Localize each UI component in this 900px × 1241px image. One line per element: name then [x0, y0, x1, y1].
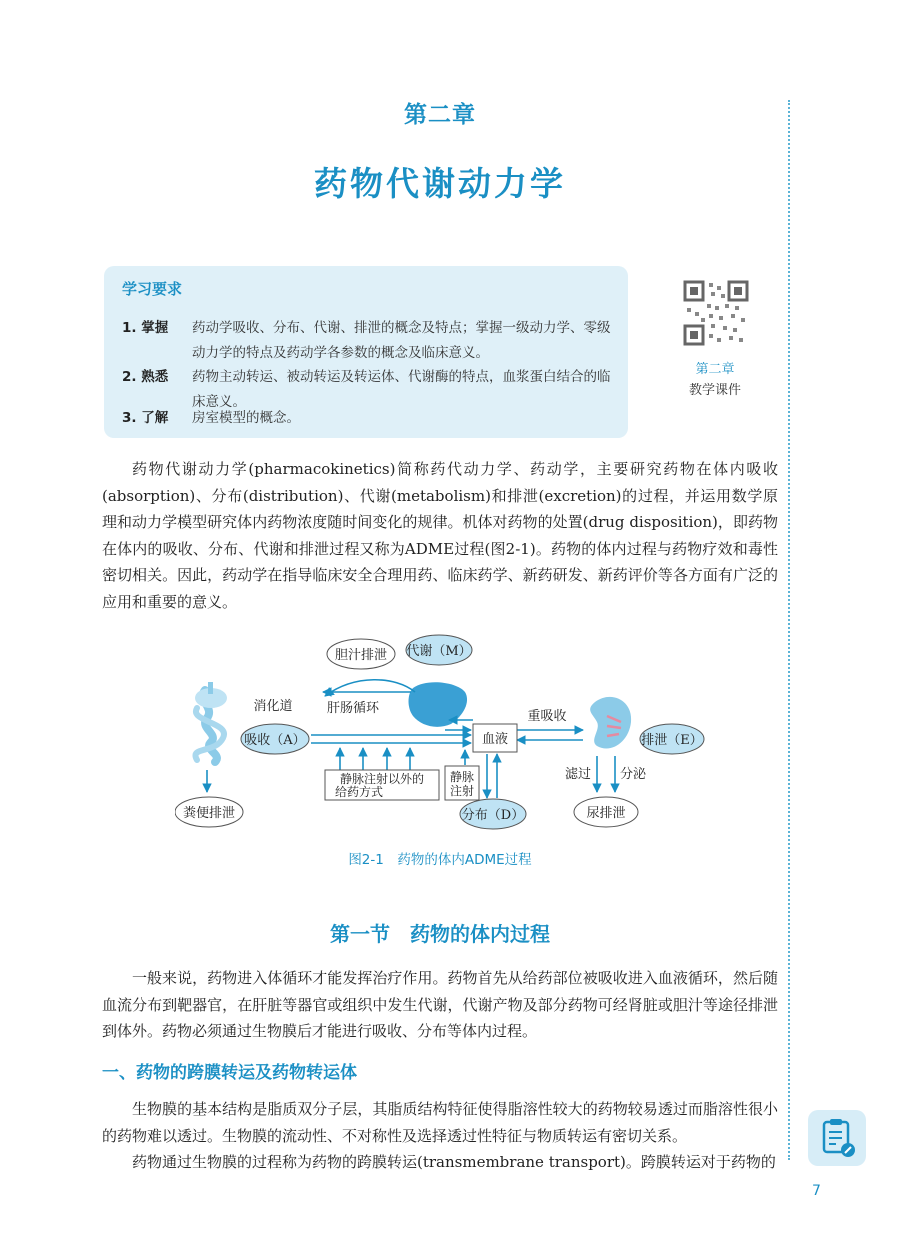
qr-code[interactable] — [683, 280, 749, 346]
reabsorption-label: 重吸收 — [527, 709, 567, 724]
qr-code-icon — [683, 280, 749, 346]
subsection-title: 一、药物的跨膜转运及药物转运体 — [102, 1063, 357, 1083]
secretion-label: 分泌 — [619, 767, 647, 782]
adme-diagram — [175, 630, 715, 835]
bile-excretion-label: 胆汁排泄 — [334, 648, 388, 663]
notes-button[interactable] — [808, 1110, 866, 1166]
blood-label: 血液 — [481, 732, 509, 747]
absorption-label: 吸收（A） — [244, 733, 306, 748]
margin-dotted-line — [788, 100, 790, 1160]
requirement-level: 2. 熟悉 — [122, 369, 169, 385]
qr-caption-chapter: 第二章 — [695, 362, 735, 377]
requirement-level: 3. 了解 — [122, 410, 169, 426]
iv-injection-label-2: 注射 — [449, 784, 475, 798]
kidney-icon — [590, 697, 631, 749]
clipboard-icon — [808, 1110, 866, 1166]
chapter-title: 药物代谢动力学 — [314, 164, 566, 203]
iv-injection-label-1: 静脉 — [449, 770, 475, 784]
metabolism-label: 代谢（M） — [406, 644, 472, 659]
requirement-text: 药物主动转运、被动转运及转运体、代谢酶的特点，血浆蛋白结合的临床意义。 — [192, 369, 611, 410]
chapter-label: 第二章 — [404, 102, 476, 128]
requirements-title: 学习要求 — [122, 280, 183, 298]
subsection-paragraph-2: 药物通过生物膜的过程称为药物的跨膜转运(transmembrane transport)。跨膜转运对于药物的 — [132, 1153, 776, 1171]
section-paragraph: 一般来说，药物进入体循环才能发挥治疗作用。药物首先从给药部位被吸收进入血液循环，然后随血流分布到靶器官，在肝脏等器官或组织中发生代谢，代谢产物及部分药物可经肾脏或胆汁等途径排泄到体外。药物必须通过生物膜后才能进行吸收、分布等体内过程。 — [102, 969, 778, 1040]
urine-excretion-label: 尿排泄 — [586, 806, 626, 821]
digestive-tract-icon — [195, 682, 227, 762]
non-iv-route-label-1: 静脉注射以外的 — [339, 772, 425, 786]
subsection-paragraph-1: 生物膜的基本结构是脂质双分子层，其脂质结构特征使得脂溶性较大的药物较易透过而脂溶性很小的药物难以透过。生物膜的流动性、不对称性及选择透过性特征与物质转运有密切关系。 — [102, 1100, 778, 1145]
feces-excretion-label: 粪便排泄 — [182, 806, 236, 821]
requirement-text: 房室模型的概念。 — [192, 410, 300, 426]
digestive-tract-label: 消化道 — [253, 699, 293, 714]
page-number: 7 — [812, 1183, 821, 1199]
figure-caption: 图2-1 药物的体内ADME过程 — [348, 852, 532, 868]
learning-requirements-box — [104, 266, 628, 438]
intro-paragraph: 药物代谢动力学(pharmacokinetics)简称药代动力学、药动学，主要研究药物在体内吸收(absorption)、分布(distribution)、代谢(metabolism)和排泄(excretion)的过程，并运用数学原理和动力学模型研究体内药物浓度随时间变化的规律。机体对药物的处置(drug disposition)，即药物在体内的吸收、分布、代谢和排泄过程又称为ADME过程(图2-1)。药物的体内过程与药物疗效和毒性密切相关。因此，药动学在指导临床安全合理用药、临床药学、新药研发、新药评价等各方面有广泛的应用和重要的意义。 — [102, 460, 778, 611]
requirement-level: 1. 掌握 — [122, 320, 169, 336]
distribution-label: 分布（D） — [461, 808, 525, 823]
filtration-label: 滤过 — [564, 767, 592, 782]
section-title: 第一节 药物的体内过程 — [330, 922, 550, 946]
excretion-label: 排泄（E） — [641, 733, 703, 748]
non-iv-route-label-2: 给药方式 — [334, 785, 384, 799]
qr-caption-courseware: 教学课件 — [688, 383, 741, 398]
enterohepatic-label: 肝肠循环 — [326, 701, 380, 716]
requirement-text: 药动学吸收、分布、代谢、排泄的概念及特点；掌握一级动力学、零级动力学的特点及药动学各参数的概念及临床意义。 — [192, 320, 611, 361]
